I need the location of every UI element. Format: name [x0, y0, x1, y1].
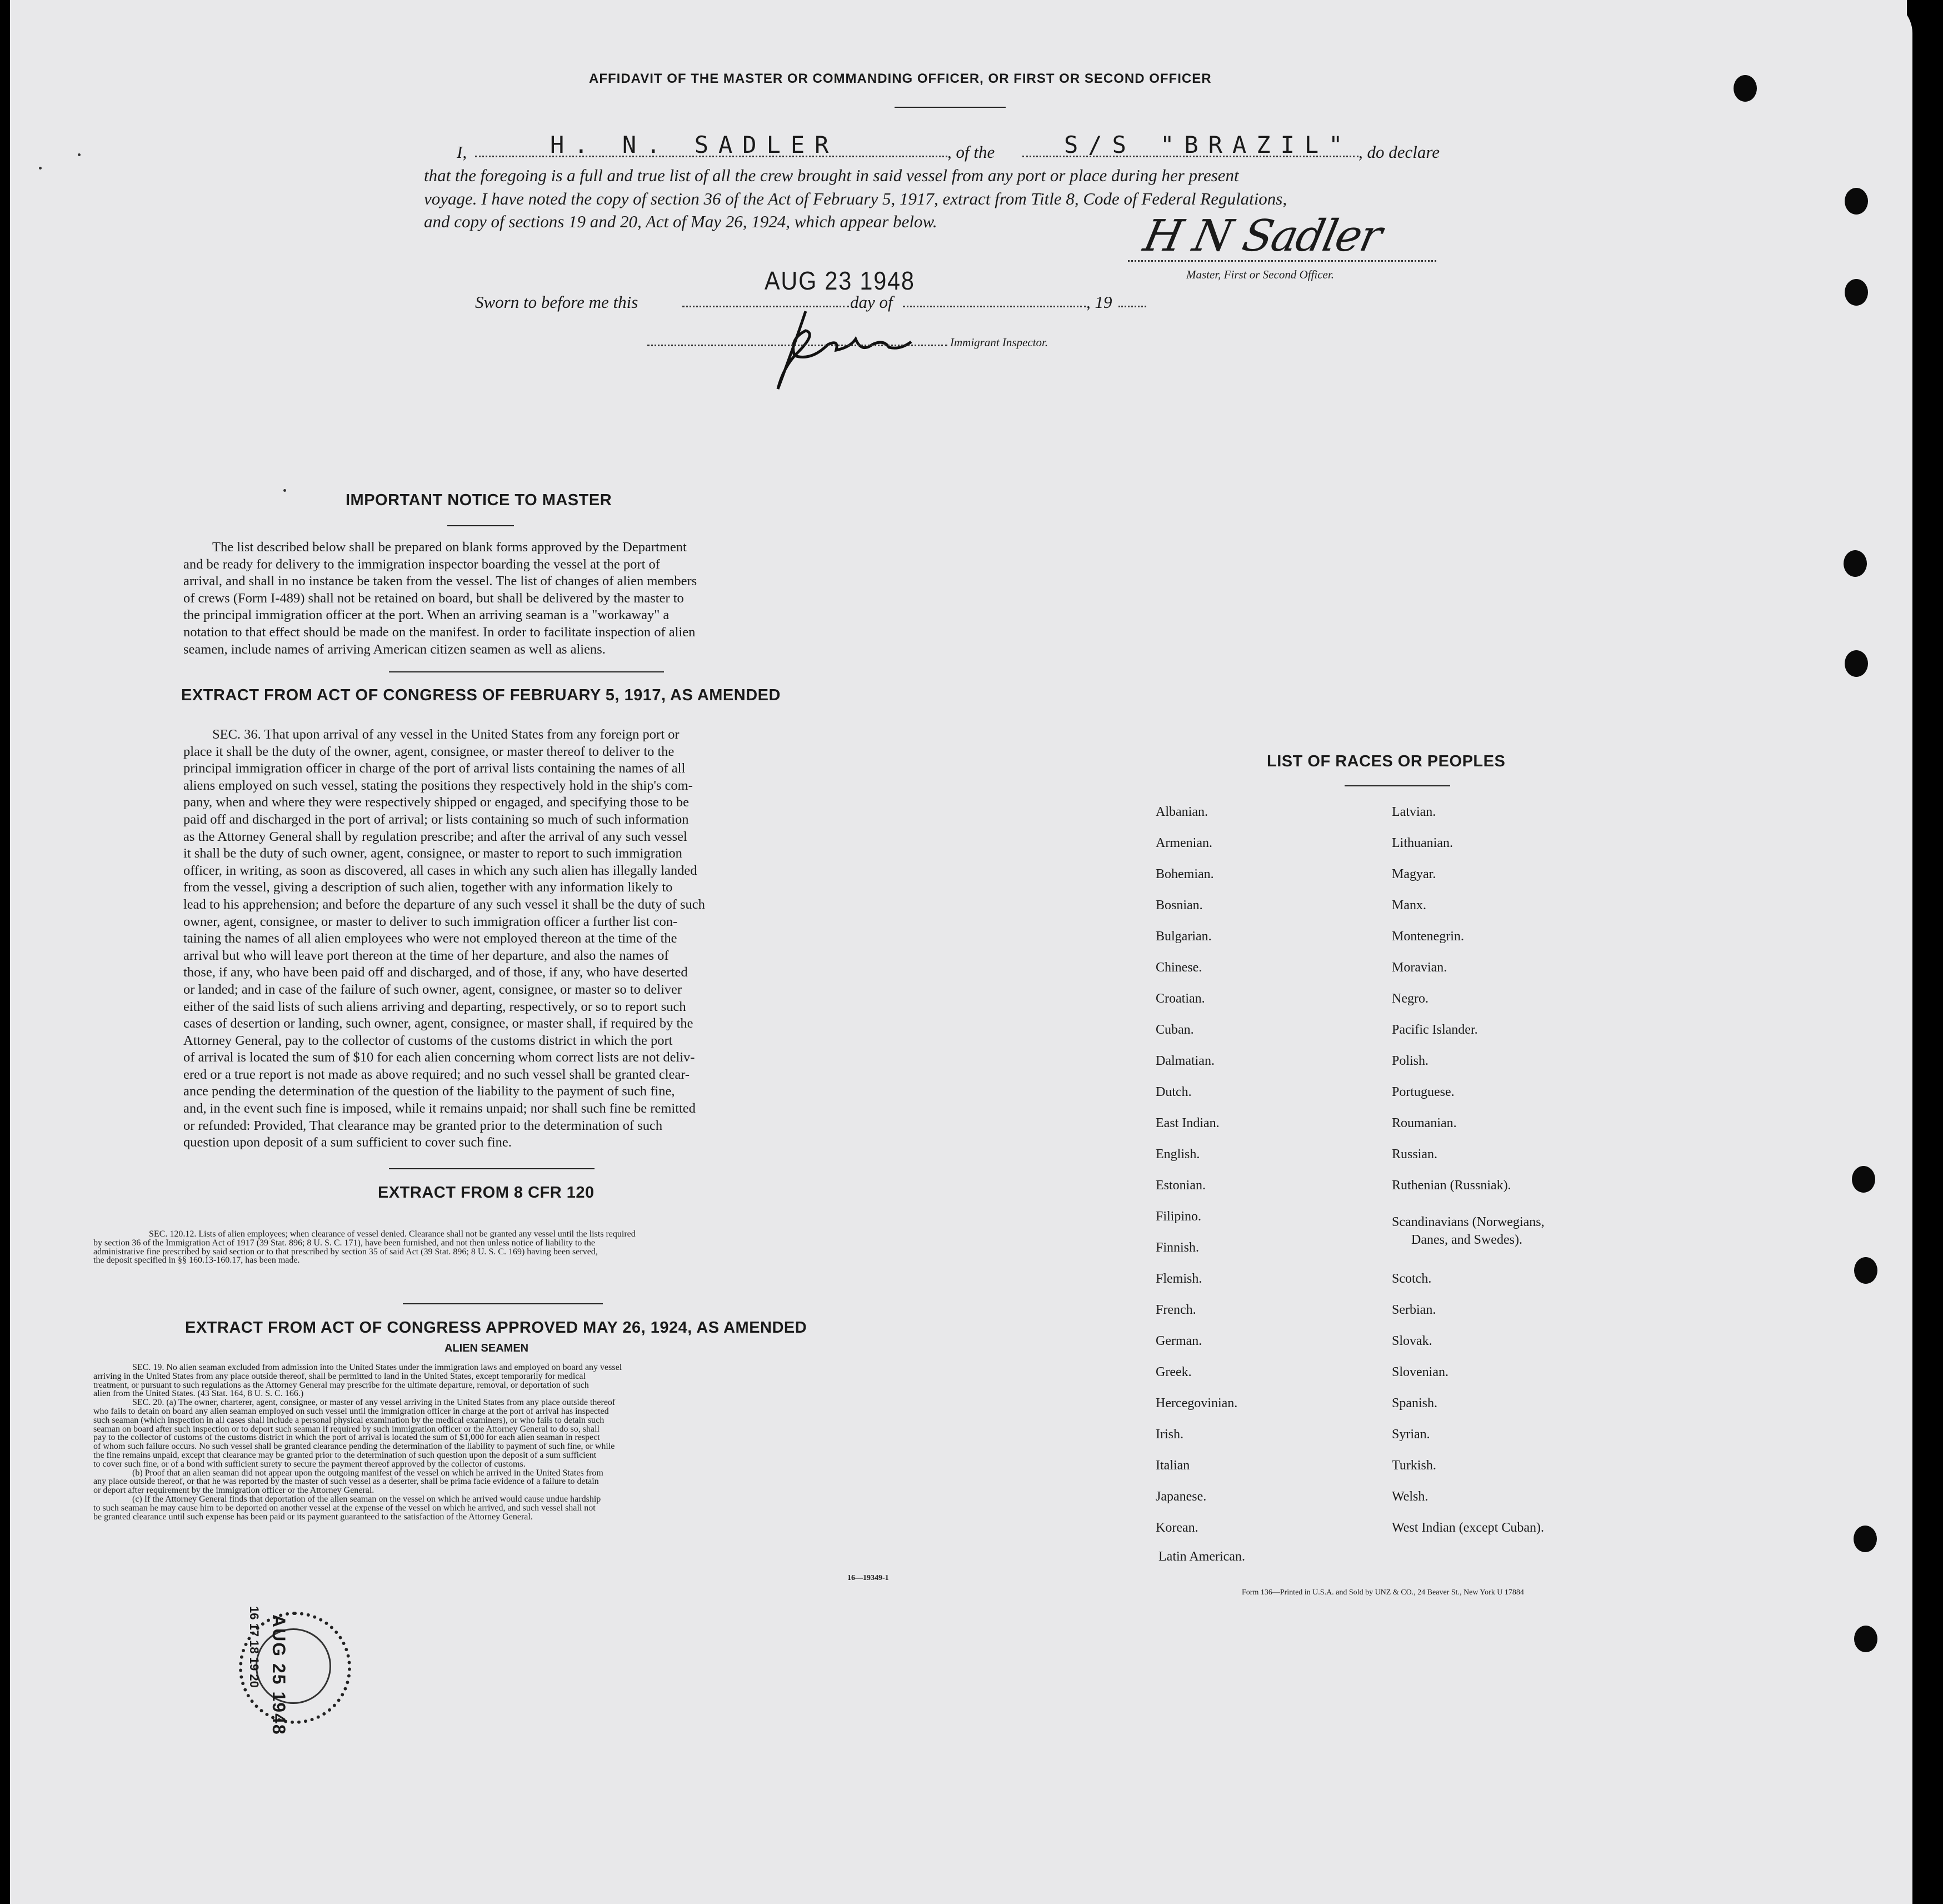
- races-divider: [1345, 785, 1450, 786]
- act-1924-line: or deport after requirement by the immigration officer or the Attorney General.: [93, 1486, 374, 1496]
- notice-line: The list described below shall be prepared on blank forms approved by the Department: [212, 540, 687, 555]
- race-item: Syrian.: [1392, 1427, 1430, 1442]
- cfr-heading: EXTRACT FROM 8 CFR 120: [378, 1184, 595, 1202]
- race-item: Irish.: [1156, 1427, 1183, 1442]
- cfr-line: by section 36 of the Immigration Act of 1917 (39 Stat. 896; 8 U. S. C. 171), have been furnished, and not then unless notice of liability to the: [93, 1238, 595, 1248]
- act-1917-line: or refunded: Provided, That clearance may be granted prior to the determination of such: [183, 1118, 663, 1133]
- act-1917-line: or landed; and in case of the failure of such owner, agent, consignee, or master so to deliver: [183, 981, 682, 997]
- act-1924-line: be granted clearance until such expense has been paid or its payment guaranteed to the satisfaction of the Attorney General.: [93, 1512, 533, 1522]
- race-item: Serbian.: [1392, 1303, 1436, 1317]
- act-1917-heading: EXTRACT FROM ACT OF CONGRESS OF FEBRUARY 5, 1917, AS AMENDED: [181, 686, 781, 704]
- race-item: Magyar.: [1392, 867, 1436, 881]
- declaration-line-3: and copy of sections 19 and 20, Act of May 26, 1924, which appear below.: [424, 212, 937, 231]
- act-1917-line: place it shall be the duty of the owner, agent, consignee, or master thereof to deliver to the: [183, 744, 675, 759]
- race-item: Bohemian.: [1156, 867, 1214, 881]
- sworn-date-stamp: AUG 23 1948: [765, 266, 915, 295]
- year-prefix: , 19: [1086, 292, 1112, 312]
- race-item: Korean.: [1156, 1521, 1198, 1535]
- section-divider: [403, 1303, 603, 1304]
- act-1917-line: ered or a true report is not made as above required; and no such vessel shall be granted clear-: [183, 1066, 690, 1082]
- act-1924-line: SEC. 20. (a) The owner, charterer, agent, consignee, or master of any vessel arriving in the United States from any place outside thereof: [132, 1398, 616, 1408]
- act-1924-line: (b) Proof that an alien seaman did not appear upon the outgoing manifest of the vessel on which he arrived in the United States from: [132, 1468, 603, 1478]
- act-1917-line: from the vessel, giving a description of such alien, together with any information likely to: [183, 880, 673, 895]
- race-item: Albanian.: [1156, 805, 1208, 819]
- race-item: Lithuanian.: [1392, 836, 1453, 850]
- race-item: Bulgarian.: [1156, 929, 1212, 944]
- race-item: Filipino.: [1156, 1209, 1202, 1224]
- act-1917-line: lead to his apprehension; and before the departure of any such vessel it shall be the duty of such: [183, 896, 705, 912]
- notice-line: and be ready for delivery to the immigration inspector boarding the vessel at the port of: [183, 556, 660, 572]
- act-1924-line: alien from the United States. (43 Stat. 164, 8 U. S. C. 166.): [93, 1389, 304, 1399]
- sworn-label: Sworn to before me this: [475, 292, 638, 312]
- race-item: Latin American.: [1158, 1549, 1245, 1564]
- act-1924-line: the fine remains unpaid, except that clearance may be granted prior to the determination of such question upon the deposit of a sum sufficient: [93, 1450, 597, 1460]
- day-of-label: day of: [850, 292, 893, 312]
- act-1917-line: pany, when and where they were respectively shipped or engaged, and specifying those to be: [183, 795, 690, 810]
- race-item: Slovenian.: [1392, 1365, 1448, 1379]
- signature-line: [1128, 260, 1436, 262]
- race-item: Moravian.: [1392, 960, 1447, 975]
- year-line: [1118, 306, 1146, 307]
- race-item: Pacific Islander.: [1392, 1023, 1478, 1037]
- punch-hole: [1852, 1166, 1875, 1193]
- act-1924-line: SEC. 19. No alien seaman excluded from admission into the United States under the immigration laws and employed on board any vessel: [132, 1363, 622, 1372]
- race-item: German.: [1156, 1334, 1202, 1348]
- inspector-signature: [722, 300, 956, 400]
- act-1924-line: pay to the collector of customs of the customs district in which the port of arrival is located the sum of $1,000 for each alien seaman in respect: [93, 1433, 600, 1443]
- race-item: Polish.: [1392, 1054, 1429, 1068]
- act-1917-line: it shall be the duty of such owner, agent, consignee, or master to report to such immigration: [183, 846, 682, 861]
- inspector-caption: Immigrant Inspector.: [950, 336, 1048, 349]
- act-1917-line: taining the names of all alien employees who were not employed thereon at the time of the: [183, 931, 677, 946]
- i-label: I,: [457, 142, 467, 162]
- declaration-line-1: that the foregoing is a full and true list of all the crew brought in said vessel from any port or place during her present: [424, 166, 1239, 185]
- act-1924-line: treatment, or pursuant to such regulations as the Attorney General may prescribe for the ultimate departure, removal, or deportation of such: [93, 1380, 589, 1390]
- act-1917-line: principal immigration officer in charge of the port of arrival lists containing the names of all: [183, 761, 686, 776]
- race-item: Dutch.: [1156, 1085, 1192, 1099]
- act-1917-line: those, if any, who have been paid off and discharged, and of those, if any, who have deserted: [183, 965, 688, 980]
- notice-line: seamen, include names of arriving American citizen seamen as well as aliens.: [183, 641, 606, 657]
- signer-caption: Master, First or Second Officer.: [1186, 268, 1334, 281]
- race-item: Cuban.: [1156, 1023, 1194, 1037]
- race-item: English.: [1156, 1147, 1200, 1162]
- affidavit-title: AFFIDAVIT OF THE MASTER OR COMMANDING OFFICER, OR FIRST OR SECOND OFFICER: [589, 71, 1212, 86]
- race-item: Montenegrin.: [1392, 929, 1464, 944]
- stamp-numbers: 16 17 18 19 20: [247, 1606, 261, 1688]
- act-1924-line: such seaman (which inspection in all cases shall include a personal physical examination by the medical examiners), or who fails to detain such: [93, 1415, 605, 1425]
- race-item: Scotch.: [1392, 1272, 1432, 1286]
- act-1917-line: arrival but who will leave port thereon at the time of her departure, and also the names of: [183, 948, 669, 963]
- act-1917-line: of arrival is located the sum of $10 for each alien concerning whom correct lists are not deliv-: [183, 1050, 695, 1065]
- cfr-line: SEC. 120.12. Lists of alien employees; when clearance of vessel denied. Clearance shall not be granted any vessel until the lists required: [149, 1229, 636, 1239]
- speck: [78, 153, 81, 156]
- act-1917-line: SEC. 36. That upon arrival of any vessel in the United States from any foreign port or: [212, 727, 680, 742]
- notice-heading: IMPORTANT NOTICE TO MASTER: [346, 491, 612, 509]
- race-item: Estonian.: [1156, 1178, 1206, 1193]
- act-1924-line: arriving in the United States from any place outside thereof, shall be permitted to land in the United States, except temporarily for medical: [93, 1371, 586, 1381]
- act-1924-line: seaman on board after such inspection or to deport such seaman if required by such immigration officer or the Attorney General to do so, shall: [93, 1424, 600, 1434]
- speck: [39, 167, 42, 170]
- act-1917-line: either of the said lists of such aliens arriving and departing, respectively, or so to report such: [183, 999, 686, 1014]
- act-1917-line: paid off and discharged in the port of arrival; or lists containing so much of such information: [183, 811, 689, 827]
- name-line: [475, 156, 947, 157]
- race-item: Negro.: [1392, 991, 1428, 1006]
- speck: [283, 489, 286, 492]
- race-item: Spanish.: [1392, 1396, 1438, 1410]
- race-item: Italian: [1156, 1458, 1190, 1473]
- act-1917-line: aliens employed on such vessel, stating the positions they respectively hold in the ship's com-: [183, 777, 693, 793]
- stamp-ring: [256, 1628, 331, 1704]
- race-item: Greek.: [1156, 1365, 1192, 1379]
- act-1924-line: of whom such failure occurs. No such vessel shall be granted clearance pending the determination of the liability to payment of such fine, or while: [93, 1442, 615, 1452]
- punch-hole: [1734, 75, 1757, 102]
- punch-hole: [1845, 650, 1868, 677]
- cfr-line: administrative fine prescribed by said section or to that prescribed by section 35 of said Act (39 Stat. 896; 8 U. S. C. 169) having been served,: [93, 1247, 598, 1257]
- punch-hole: [1854, 1626, 1877, 1652]
- race-item: Japanese.: [1156, 1489, 1207, 1504]
- act-1917-line: owner, agent, consignee, or master to deliver to such immigration officer a further list con-: [183, 914, 678, 929]
- race-item: East Indian.: [1156, 1116, 1220, 1130]
- declaration-line-2: voyage. I have noted the copy of section 36 of the Act of February 5, 1917, extract from Title 8, Code of Federal Regulations,: [424, 189, 1287, 208]
- act-1917-line: question upon deposit of a sum sufficient to cover such fine.: [183, 1135, 512, 1150]
- race-item: Manx.: [1392, 898, 1426, 913]
- punch-hole: [1845, 279, 1868, 306]
- race-item: Turkish.: [1392, 1458, 1436, 1473]
- section-divider: [389, 1168, 595, 1169]
- title-divider: [895, 107, 1006, 108]
- race-item: Danes, and Swedes).: [1411, 1233, 1522, 1247]
- act-1924-body: [93, 1363, 900, 1521]
- race-item: Chinese.: [1156, 960, 1202, 975]
- act-1917-line: as the Attorney General shall by regulation prescribe; and after the arrival of any such vessel: [183, 829, 687, 844]
- cfr-body: [93, 1230, 900, 1265]
- race-item: Armenian.: [1156, 836, 1212, 850]
- act-1924-heading: EXTRACT FROM ACT OF CONGRESS APPROVED MAY 26, 1924, AS AMENDED: [185, 1319, 807, 1337]
- inspector-line: [647, 345, 947, 346]
- cfr-line: the deposit specified in §§ 160.13-160.17, has been made.: [93, 1255, 300, 1265]
- act-1924-line: (c) If the Attorney General finds that deportation of the alien seaman on the vessel on which he arrived would cause undue hardship: [132, 1494, 601, 1504]
- race-item: Russian.: [1392, 1147, 1438, 1162]
- race-item: Hercegovinian.: [1156, 1396, 1238, 1410]
- stamp-date: AUG 25 1948: [269, 1614, 289, 1736]
- punch-hole: [1844, 550, 1867, 577]
- of-the-label: , of the: [947, 142, 995, 162]
- master-signature: H N Sadler: [1139, 211, 1386, 261]
- race-item: Slovak.: [1392, 1334, 1432, 1348]
- race-item: Portuguese.: [1392, 1085, 1455, 1099]
- notice-line: the principal immigration officer at the port. When an arriving seaman is a "workaway" a: [183, 607, 670, 623]
- punch-hole: [1854, 1526, 1877, 1552]
- race-item: Finnish.: [1156, 1240, 1200, 1255]
- act-1917-line: and, in the event such fine is imposed, while it remains unpaid; nor shall such fine be remitted: [183, 1101, 696, 1117]
- races-heading: LIST OF RACES OR PEOPLES: [1267, 752, 1506, 770]
- vessel-line: [1022, 156, 1358, 157]
- notice-line: notation to that effect should be made on the manifest. In order to facilitate inspection of alien: [183, 624, 696, 640]
- act-1924-line: to such seaman he may cause him to be deported on another vessel at the expense of the vessel on which he arrived, and such vessel shall not: [93, 1503, 596, 1513]
- act-1924-line: who fails to detain on board any alien seaman employed on such vessel until the immigration officer in charge at the port of arrival has inspected: [93, 1406, 609, 1416]
- punch-hole: [1845, 188, 1868, 215]
- race-item: Croatian.: [1156, 991, 1205, 1006]
- act-1917-line: ance pending the determination of the question of the liability to the payment of such fine,: [183, 1084, 675, 1099]
- race-item: Welsh.: [1392, 1489, 1428, 1504]
- race-item: French.: [1156, 1303, 1196, 1317]
- race-item: Dalmatian.: [1156, 1054, 1215, 1068]
- act-1924-line: to cover such fine, or of a bond with sufficient surety to secure the payment thereof approved by the collector of customs.: [93, 1459, 526, 1469]
- printer-note: Form 136—Printed in U.S.A. and Sold by UNZ & CO., 24 Beaver St., New York U 17884: [1242, 1588, 1524, 1597]
- race-item: Flemish.: [1156, 1272, 1202, 1286]
- notice-line: of crews (Form I-489) shall not be retained on board, but shall be delivered by the master to: [183, 590, 684, 606]
- race-item: Roumanian.: [1392, 1116, 1457, 1130]
- do-declare-label: , do declare: [1358, 142, 1440, 162]
- vessel-name: S/S "BRAZIL": [1064, 131, 1353, 158]
- section-divider: [389, 671, 664, 672]
- act-1917-line: officer, in writing, as soon as discovered, all cases in which any such alien has illegally landed: [183, 863, 697, 878]
- race-item: Latvian.: [1392, 805, 1436, 819]
- notice-line: arrival, and shall in no instance be taken from the vessel. The list of changes of alien members: [183, 574, 697, 589]
- race-item: Ruthenian (Russniak).: [1392, 1178, 1511, 1193]
- race-item: Bosnian.: [1156, 898, 1203, 913]
- notice-body: [183, 539, 812, 658]
- act-1924-line: any place outside thereof, or that he was reported by the master of such vessel as a deserter, shall be prima facie evidence of a failure to detain: [93, 1477, 599, 1487]
- act-1917-body: [183, 726, 812, 1152]
- act-1917-line: cases of desertion or landing, such owner, agent, consignee, or master shall, if required by the: [183, 1016, 693, 1031]
- form-code: 16—19349-1: [847, 1574, 889, 1582]
- punch-hole: [1854, 1257, 1877, 1284]
- master-name: H. N. SADLER: [550, 131, 839, 158]
- race-item: West Indian (except Cuban).: [1392, 1521, 1544, 1535]
- notice-divider: [447, 525, 514, 526]
- act-1917-line: Attorney General, pay to the collector of customs of the customs district in which the port: [183, 1033, 673, 1048]
- race-item: Scandinavians (Norwegians,: [1392, 1215, 1545, 1229]
- act-1924-subheading: ALIEN SEAMEN: [444, 1342, 529, 1354]
